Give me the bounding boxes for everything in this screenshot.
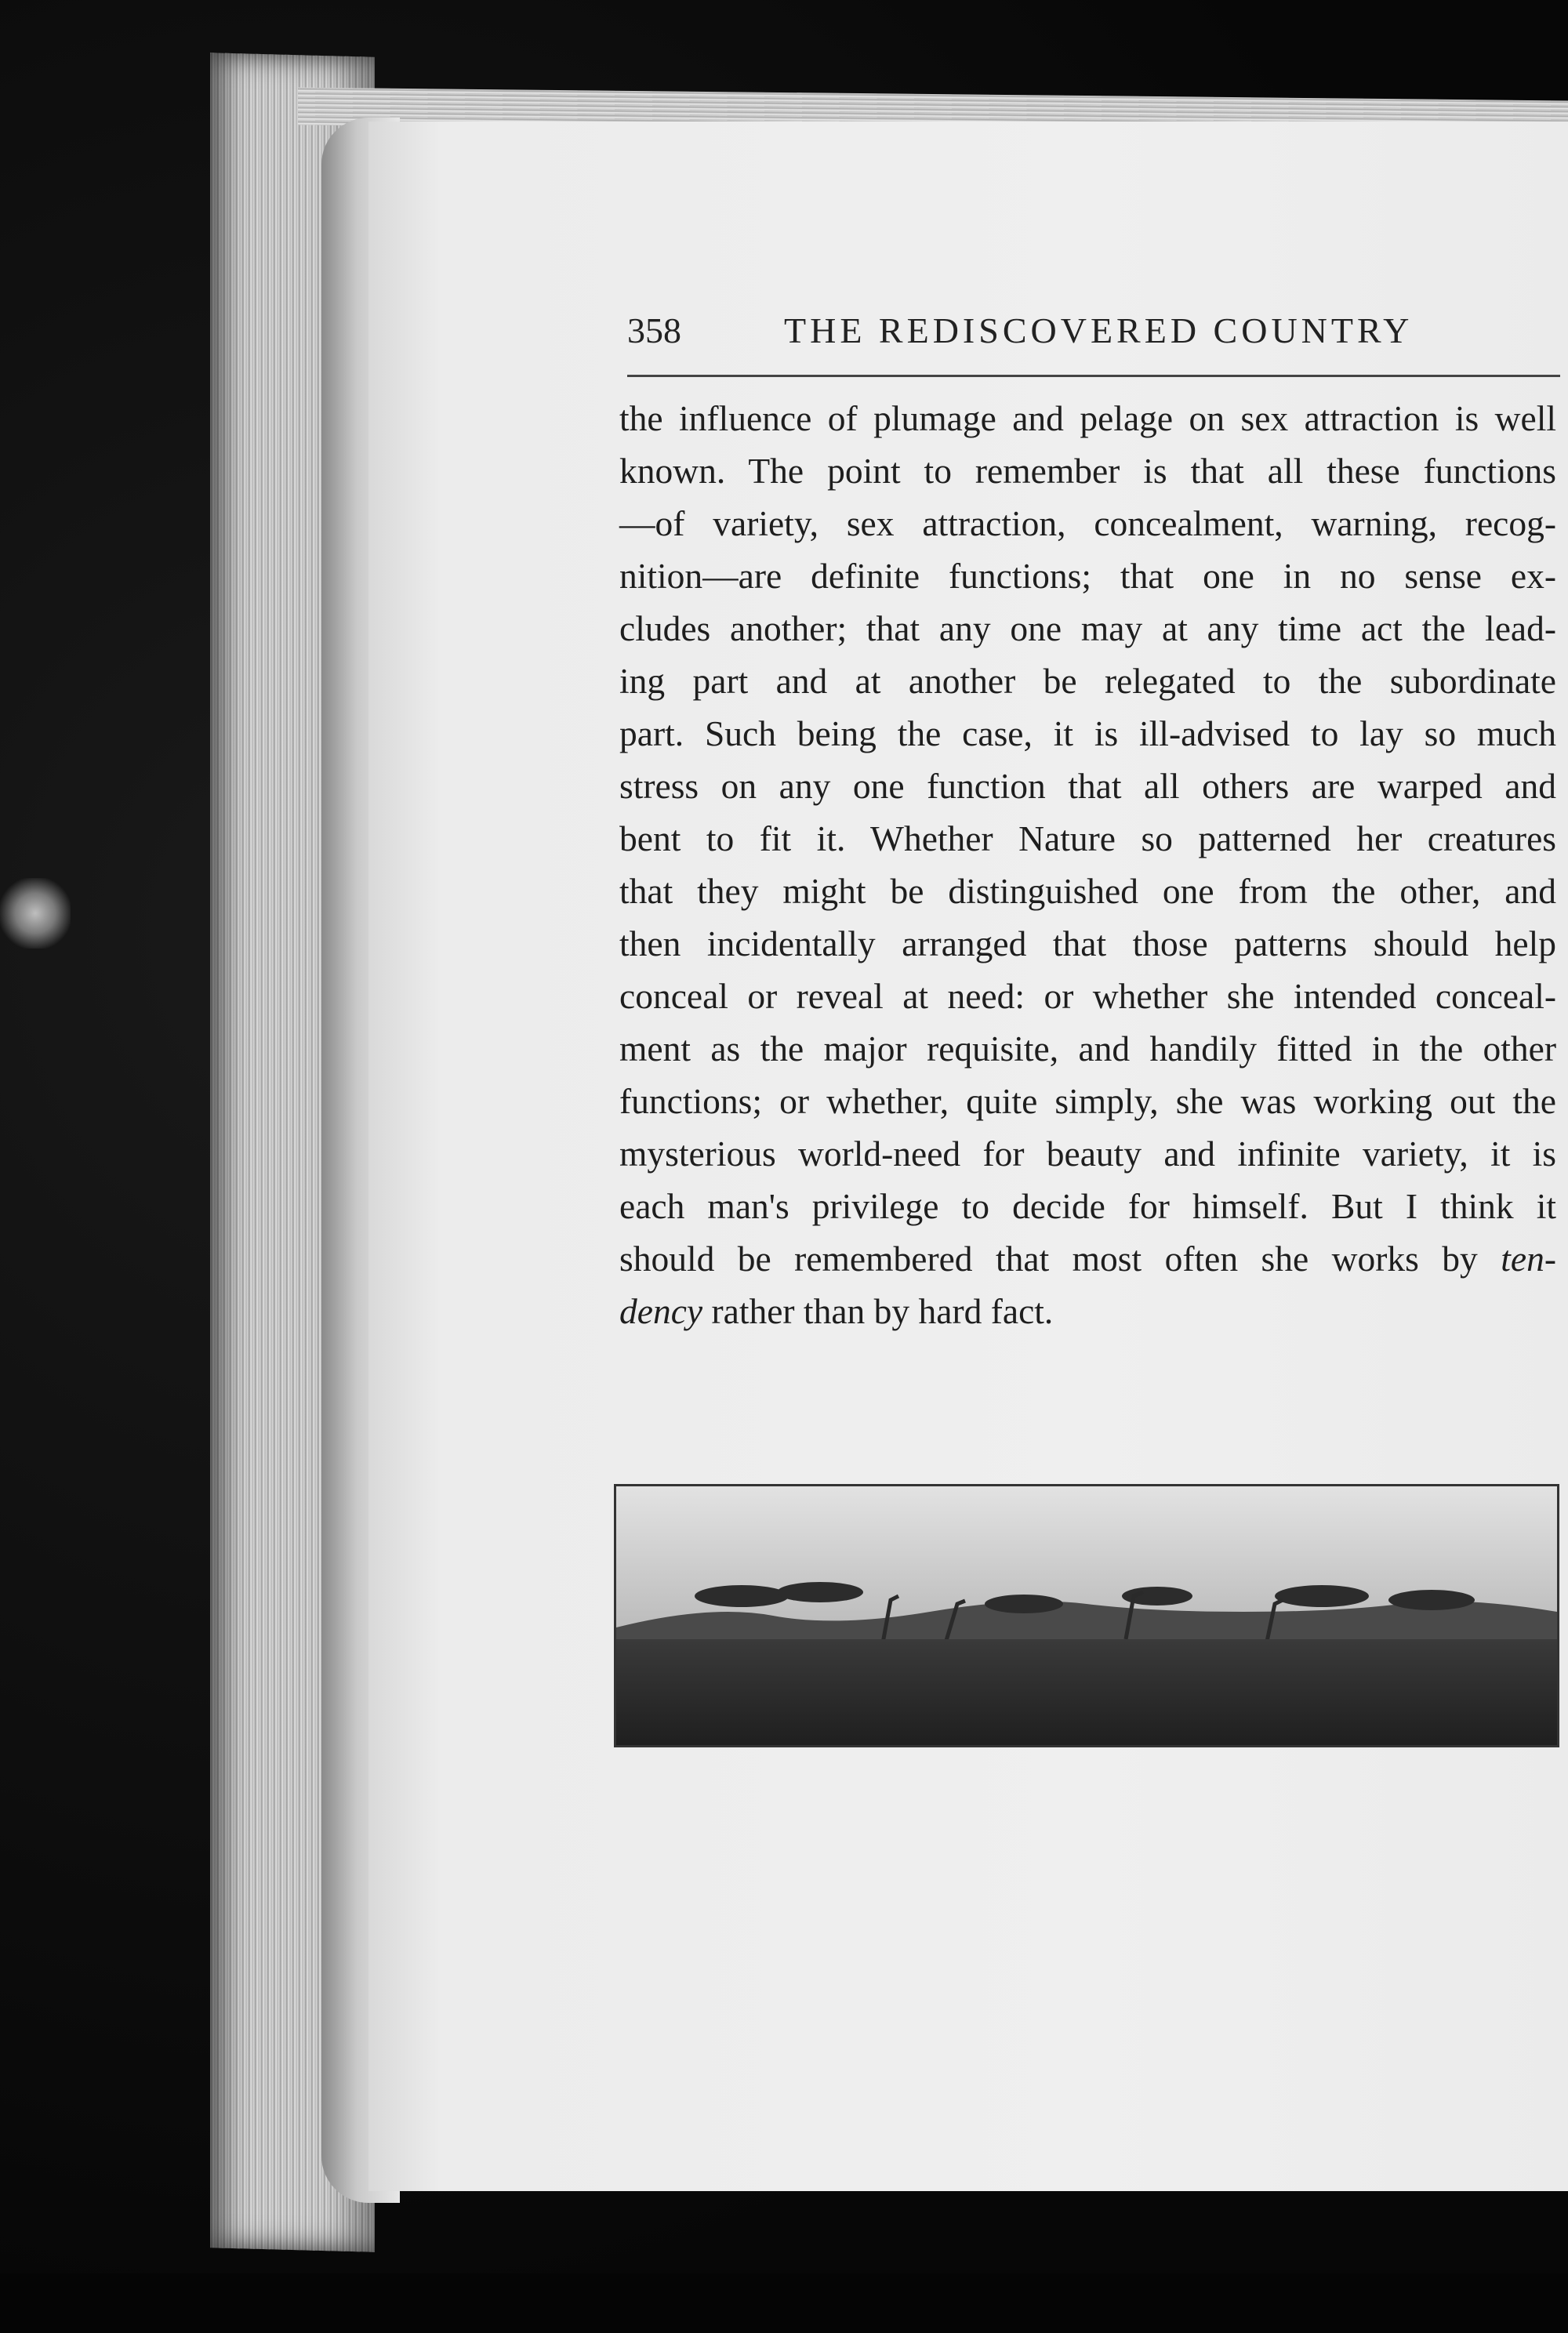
page-number: 358 [627, 310, 681, 350]
text-line [619, 1232, 1556, 1285]
light-reflection [0, 878, 71, 949]
text-line: ment as the major requisite, and handily fitted in the other [619, 1029, 1556, 1069]
italic-word: ten- [1501, 1239, 1556, 1279]
text-line: ing part and at another be relegated to the subordinate [619, 661, 1556, 701]
text-line: the influence of plumage and pelage on sex attraction is well [619, 398, 1556, 438]
body-paragraph [619, 392, 1556, 1337]
text-line: cludes another; that any one may at any time act the lead- [619, 608, 1556, 648]
photo-plate [614, 1484, 1559, 1747]
text-line-end: rather than by hard fact. [702, 1291, 1054, 1331]
text-line-start: should be remembered that most often she works by [619, 1239, 1478, 1279]
page-header [627, 302, 1568, 365]
text-line: then incidentally arranged that those patterns should help [619, 923, 1556, 963]
running-head: THE REDISCOVERED COUNTRY [784, 310, 1414, 350]
text-line: bent to fit it. Whether Nature so patterned her creatures [619, 818, 1556, 858]
italic-word: dency [619, 1291, 703, 1331]
text-line: stress on any one function that all others are warped and [619, 766, 1556, 806]
text-line: part. Such being the case, it is ill-advised to lay so much [619, 713, 1556, 753]
text-line: conceal or reveal at need: or whether she intended conceal- [619, 976, 1556, 1016]
header-rule [627, 375, 1560, 377]
bottom-shadow [0, 2273, 1568, 2333]
text-line: —of variety, sex attraction, concealment, warning, recog- [619, 503, 1556, 543]
text-line-final [619, 1285, 1556, 1337]
text-line: each man's privilege to decide for himself. But I think it [619, 1186, 1556, 1226]
grassland [616, 1639, 1557, 1745]
text-line: known. The point to remember is that all these functions [619, 451, 1556, 491]
text-line: nition—are definite functions; that one in no sense ex- [619, 556, 1556, 596]
savanna-photo [616, 1486, 1557, 1745]
text-line: that they might be distinguished one from the other, and [619, 871, 1556, 911]
text-line: functions; or whether, quite simply, she was working out the [619, 1081, 1556, 1121]
text-line: mysterious world-need for beauty and infinite variety, it is [619, 1134, 1556, 1174]
